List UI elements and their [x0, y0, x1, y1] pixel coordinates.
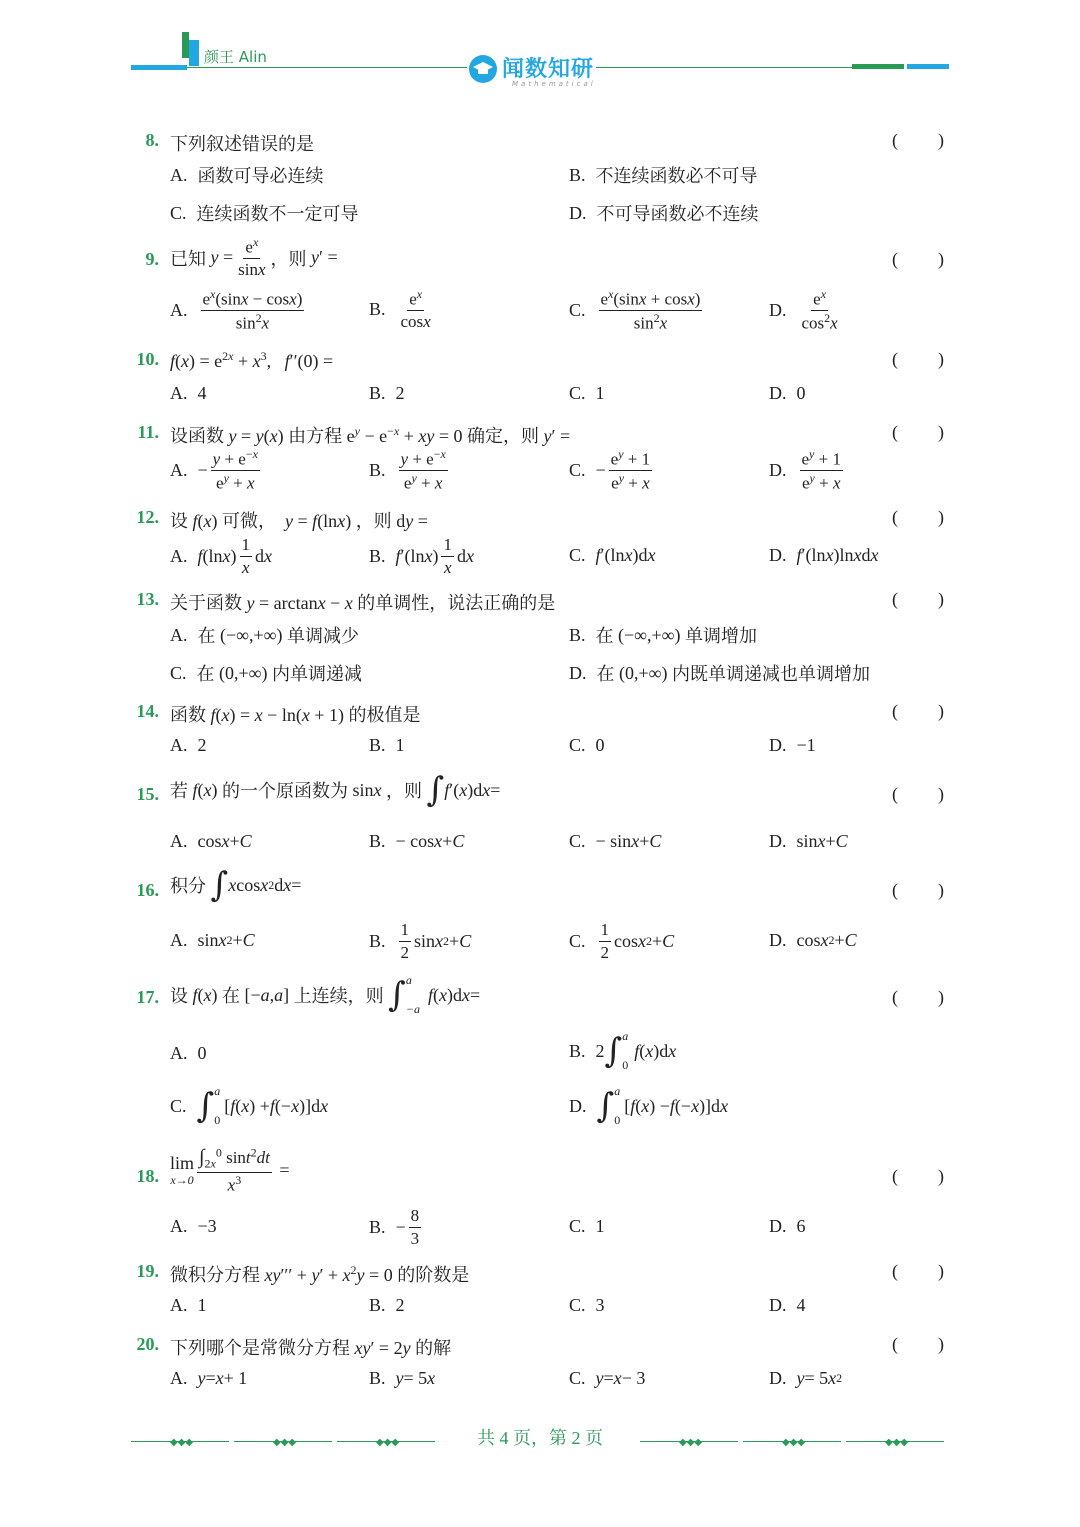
- header-line-right-thin: [596, 67, 852, 68]
- question-stem: 设函数 y = y(x) 由方程 $e^y - e^{-x}$ + xy = 0 确定，则 y′ =: [170, 424, 571, 446]
- option-d: D. 6: [769, 1216, 806, 1236]
- answer-bracket: ( ): [892, 589, 944, 609]
- graduation-cap-icon: [468, 54, 498, 84]
- option-d: D. y = 5 x 2: [769, 1368, 843, 1388]
- question-stem: 关于函数 y = arctanx − x 的单调性，说法正确的是: [170, 593, 556, 613]
- option-c: C. − $\frac{e^y + 1}{e^y + x}$: [569, 447, 651, 493]
- option-b: B. 2: [369, 383, 405, 403]
- option-c: C. 0: [569, 735, 605, 755]
- answer-bracket: ( ): [892, 349, 944, 369]
- option-c: C. 在 (0,+∞) 内单调递减: [170, 662, 362, 684]
- option-d: D. sin x + C: [769, 831, 848, 851]
- option-d: D. −1: [769, 735, 816, 755]
- question-stem: lim x→0 $\frac{\int_{2x}^0 \sin t^2dt}{x^3}$ =: [170, 1145, 290, 1195]
- header-line-left-blue: [131, 65, 187, 70]
- option-c: C. $\frac{e^x(\sin x + \cos x)}{\sin^2x}$: [569, 287, 701, 333]
- brand-logo-icon: [182, 32, 202, 66]
- answer-bracket: ( ): [892, 507, 944, 527]
- option-d: D. ∫ a 0 [ f ( x ) − f (− x )]d x: [569, 1084, 729, 1127]
- option-d: D. $\frac{e^x}{\cos^2x}$: [769, 287, 838, 333]
- option-b: B. 2: [369, 1295, 405, 1315]
- option-c: C. ∫ a 0 [ f ( x ) + f (− x )]d x: [170, 1084, 329, 1127]
- question-number: 9.: [145, 249, 159, 269]
- option-b: B. 在 (−∞,+∞) 单调增加: [569, 624, 757, 646]
- option-c: C. 1: [569, 1216, 605, 1236]
- question-number: 11.: [137, 422, 159, 442]
- option-a: A. 2: [170, 735, 207, 755]
- question-number: 8.: [145, 130, 159, 150]
- question-number: 10.: [136, 349, 159, 369]
- question-number: 18.: [136, 1166, 159, 1186]
- option-b: B. − cos x + C: [369, 831, 465, 851]
- option-b: B. 2 ∫ a 0 f ( x )d x: [569, 1029, 677, 1072]
- answer-bracket: ( ): [892, 249, 944, 269]
- option-c: C. $\frac{1}{2}$ cos x 2 + C: [569, 920, 675, 962]
- option-d: D. f ′(ln x )ln x d x: [769, 545, 879, 565]
- ornament-icon: ◆◆◆: [170, 1437, 194, 1448]
- ornament-icon: ◆◆◆: [679, 1437, 703, 1448]
- answer-bracket: ( ): [892, 1261, 944, 1281]
- option-c: C. 连续函数不一定可导: [170, 202, 359, 224]
- brand-center-label: 闻数知研: [502, 57, 595, 82]
- question-number: 13.: [136, 589, 159, 609]
- option-a: A. f (ln x ) $\frac{1}{x}$ d x: [170, 535, 273, 577]
- question-number: 12.: [136, 507, 159, 527]
- question-stem: 已知 y = $\frac{e^x}{\sin x}$ ，则 y ′ =: [170, 235, 338, 280]
- question-stem: 函数 f(x) = x − ln(x + 1) 的极值是: [170, 705, 421, 725]
- option-a: A. 函数可导必连续: [170, 164, 324, 186]
- answer-bracket: ( ): [892, 1334, 944, 1354]
- ornament-icon: ◆◆◆: [885, 1437, 909, 1448]
- option-d: D. $\frac{e^y + 1}{e^y + x}$: [769, 447, 841, 493]
- question-stem: 若 f ( x ) 的一个原函数为 sin x ，则 ∫ f ′( x )d x =: [170, 770, 501, 810]
- option-c: C. 1: [569, 383, 605, 403]
- option-c: C. 3: [569, 1295, 605, 1315]
- option-c: C. y = x − 3: [569, 1368, 646, 1388]
- option-a: A. cos x + C: [170, 831, 252, 851]
- question-number: 15.: [136, 784, 159, 804]
- ornament-icon: ◆◆◆: [782, 1437, 806, 1448]
- ornament-icon: ◆◆◆: [273, 1437, 297, 1448]
- answer-bracket: ( ): [892, 987, 944, 1007]
- option-a: A. $\frac{e^x(\sin x - \cos x)}{\sin^2x}$: [170, 287, 303, 333]
- page-number: 共 4 页，第 2 页: [477, 1428, 603, 1448]
- brand-sub-label: Mathematical: [512, 80, 596, 88]
- question-stem: 积分 ∫ x cos x 2 d x =: [170, 865, 302, 905]
- header-line-right-green: [852, 64, 904, 69]
- option-a: A. −3: [170, 1216, 217, 1236]
- option-a: A. sin x 2 + C: [170, 930, 255, 950]
- option-a: A. 1: [170, 1295, 207, 1315]
- answer-bracket: ( ): [892, 880, 944, 900]
- option-d: D. 不可导函数必不连续: [569, 202, 759, 224]
- question-stem: 下列哪个是常微分方程 xy′ = 2y 的解: [170, 1338, 452, 1358]
- question-number: 19.: [136, 1261, 159, 1281]
- header-line-left-thin: [187, 67, 467, 68]
- header-line-right-blue: [907, 64, 949, 69]
- question-number: 14.: [136, 701, 159, 721]
- answer-bracket: ( ): [892, 422, 944, 442]
- option-d: D. 0: [769, 383, 806, 403]
- option-b: B. − $\frac{8}{3}$: [369, 1206, 420, 1248]
- option-a: A. 4: [170, 383, 207, 403]
- question-stem: 设 f(x) 可微， y = f(lnx) ，则 dy =: [170, 511, 428, 531]
- option-d: D. cos x 2 + C: [769, 930, 857, 950]
- brand-left-label: 颜王 Alin: [204, 48, 267, 66]
- option-b: B. $\frac{1}{2}$ sin x 2 + C: [369, 920, 472, 962]
- option-b: B. $\frac{y + e^{-x}}{e^y + x}$: [369, 447, 446, 493]
- question-number: 16.: [136, 880, 159, 900]
- answer-bracket: ( ): [892, 701, 944, 721]
- option-c: C. f ′(ln x )d x: [569, 545, 656, 565]
- question-stem: 微积分方程 $xy''' + y' + x^2y = 0$ 的阶数是: [170, 1263, 470, 1285]
- question-stem: 下列叙述错误的是: [170, 134, 314, 154]
- answer-bracket: ( ): [892, 130, 944, 150]
- answer-bracket: ( ): [892, 1166, 944, 1186]
- option-d: D. 在 (0,+∞) 内既单调递减也单调增加: [569, 662, 870, 684]
- option-c: C. − sin x + C: [569, 831, 662, 851]
- ornament-icon: ◆◆◆: [376, 1437, 400, 1448]
- option-a: A. − $\frac{y + e^{-x}}{e^y + x}$: [170, 447, 258, 493]
- option-a: A. y = x + 1: [170, 1368, 248, 1388]
- question-stem: 设 f ( x ) 在 [− a , a ] 上连续，则 ∫ a −a f ( x )d x =: [170, 973, 481, 1016]
- answer-bracket: ( ): [892, 784, 944, 804]
- question-number: 17.: [136, 987, 159, 1007]
- option-b: B. y = 5 x: [369, 1368, 436, 1388]
- option-d: D. 4: [769, 1295, 806, 1315]
- option-b: B. 不连续函数必不可导: [569, 164, 758, 186]
- option-b: B. 1: [369, 735, 405, 755]
- option-b: B. $\frac{e^x}{\cos x}$: [369, 287, 431, 332]
- question-number: 20.: [136, 1334, 159, 1354]
- option-a: A. 0: [170, 1043, 207, 1063]
- option-b: B. f ′(ln x ) $\frac{1}{x}$ d x: [369, 535, 474, 577]
- question-stem: $f(x) = e^{2x} + x^3$, f′′(0) =: [170, 349, 334, 371]
- option-a: A. 在 (−∞,+∞) 单调减少: [170, 624, 359, 646]
